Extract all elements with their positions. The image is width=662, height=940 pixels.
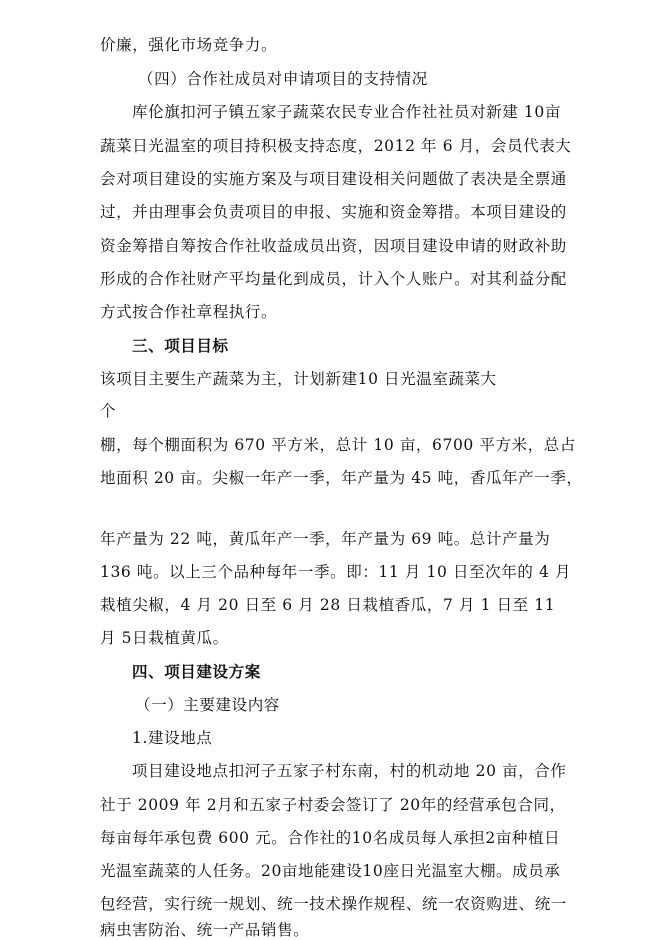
text-line: 栽植尖椒，4 月 20 日至 6 月 28 日栽植香瓜，7 月 1 日至 11 — [100, 596, 556, 614]
text-line: 每亩每年承包费 600 元。合作社的10名成员每人承担2亩种植日 — [100, 829, 561, 847]
text-line: 过，并由理事会负责项目的申报、实施和资金筹措。本项目建设的 — [100, 203, 567, 221]
text-line: 光温室蔬菜的人任务。20亩地能建设10座日光温室大棚。成员承 — [100, 862, 561, 880]
text-line: 方式按合作社章程执行。 — [100, 303, 278, 321]
text-line: 棚，每个棚面积为 670 平方米，总计 10 亩，6700 平方米，总占 — [100, 436, 576, 454]
text-line: 资金筹措自筹按合作社收益成员出资，因项目建设申请的财政补助 — [100, 237, 567, 255]
section-heading-4b: 四、项目建设方案 — [132, 662, 261, 681]
text-line: 个 — [100, 402, 117, 420]
subsection-heading: （一）主要建设内容 — [135, 696, 280, 714]
text-line: 社于 2009 年 2月和五家子村委会签订了 20年的经营承包合同， — [100, 796, 566, 814]
section-heading-3: 三、项目目标 — [132, 336, 229, 355]
item-heading: 1.建设地点 — [132, 729, 213, 747]
text-line: 136 吨。以上三个品种每年一季。即：11 月 10 日至次年的 4 月 — [100, 563, 572, 581]
text-line: 包经营，实行统一规划、统一技术操作规程、统一农资购进、统一 — [100, 895, 567, 913]
text-line: 月 5日栽植黄瓜。 — [100, 629, 229, 647]
text-line: 价廉，强化市场竞争力。 — [100, 36, 278, 54]
text-line: 病虫害防治、统一产品销售。 — [100, 921, 310, 939]
text-line: 会对项目建设的实施方案及与项目建设相关问题做了表决是全票通 — [100, 170, 567, 188]
text-line: 库伦旗扣河子镇五家子蔬菜农民专业合作社社员对新建 10亩 — [132, 103, 561, 121]
text-line: 项目建设地点扣河子五家子村东南，村的机动地 20 亩，合作 — [132, 762, 567, 780]
text-line: 蔬菜日光温室的项目持积极支持态度，2012 年 6 月，会员代表大 — [100, 137, 572, 155]
text-line: 地面积 20 亩。尖椒一年产一季，年产量为 45 吨，香瓜年产一季， — [100, 469, 583, 487]
text-line: 形成的合作社财产平均量化到成员，计入个人账户。对其利益分配 — [100, 270, 567, 288]
text-line: 年产量为 22 吨，黄瓜年产一季，年产量为 69 吨。总计产量为 — [100, 530, 551, 548]
section-heading-4: （四）合作社成员对申请项目的支持情况 — [138, 70, 428, 88]
text-line: 该项目主要生产蔬菜为主，计划新建10 日光温室蔬菜大 — [100, 370, 497, 388]
